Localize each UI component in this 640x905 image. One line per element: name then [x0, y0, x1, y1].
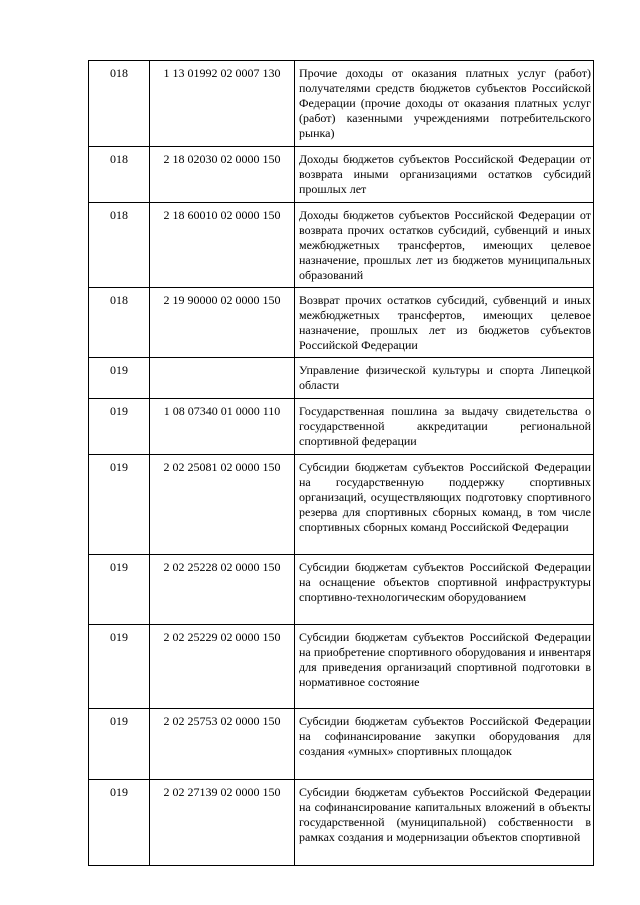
revenue-name-cell: Субсидии бюджетам субъектов Российской Федерации на софинансирование закупки оборудования для создания «умных» спортивных площадок	[295, 709, 594, 780]
admin-code-cell: 018	[89, 288, 150, 358]
revenue-name-cell: Прочие доходы от оказания платных услуг (работ) получателями средств бюджетов субъектов Российской Федерации (прочие доходы от оказания платных услуг (работ) казенными учреждениями потребительского рынка)	[295, 61, 594, 147]
revenue-name-cell: Возврат прочих остатков субсидий, субвенций и иных межбюджетных трансфертов, имеющих целевое назначение, прошлых лет из бюджетов субъектов Российской Федерации	[295, 288, 594, 358]
table-row	[89, 780, 594, 866]
table-row	[89, 625, 594, 709]
table-row	[89, 709, 594, 780]
budget-code-cell	[150, 358, 295, 399]
admin-code-cell: 018	[89, 203, 150, 288]
revenue-name-cell: Субсидии бюджетам субъектов Российской Федерации на оснащение объектов спортивной инфраструктуры спортивно-технологическим оборудованием	[295, 555, 594, 625]
table-row	[89, 358, 594, 399]
admin-code-cell: 018	[89, 61, 150, 147]
table-row	[89, 61, 594, 147]
revenue-name-cell: Доходы бюджетов субъектов Российской Федерации от возврата иными организациями остатков субсидий прошлых лет	[295, 147, 594, 203]
budget-code-cell: 2 02 25081 02 0000 150	[150, 455, 295, 555]
admin-code-cell: 019	[89, 780, 150, 866]
budget-code-cell: 1 08 07340 01 0000 110	[150, 399, 295, 455]
table-row	[89, 147, 594, 203]
revenue-name-cell: Субсидии бюджетам субъектов Российской Федерации на приобретение спортивного оборудования и инвентаря для приведения организаций спортивной подготовки в нормативное состояние	[295, 625, 594, 709]
budget-code-cell: 2 18 02030 02 0000 150	[150, 147, 295, 203]
budget-code-cell: 2 02 25228 02 0000 150	[150, 555, 295, 625]
budget-code-cell: 2 02 27139 02 0000 150	[150, 780, 295, 866]
table-row	[89, 555, 594, 625]
document-page	[88, 60, 591, 866]
budget-code-cell: 2 19 90000 02 0000 150	[150, 288, 295, 358]
budget-code-cell: 2 02 25753 02 0000 150	[150, 709, 295, 780]
table-row	[89, 399, 594, 455]
revenue-name-cell: Управление физической культуры и спорта Липецкой области	[295, 358, 594, 399]
budget-code-cell: 1 13 01992 02 0007 130	[150, 61, 295, 147]
admin-code-cell: 019	[89, 399, 150, 455]
revenue-codes-table	[88, 60, 594, 866]
admin-code-cell: 019	[89, 555, 150, 625]
admin-code-cell: 019	[89, 625, 150, 709]
revenue-name-cell: Государственная пошлина за выдачу свидетельства о государственной аккредитации региональной спортивной федерации	[295, 399, 594, 455]
admin-code-cell: 019	[89, 455, 150, 555]
table-row	[89, 288, 594, 358]
revenue-name-cell: Субсидии бюджетам субъектов Российской Федерации на софинансирование капитальных вложений в объекты государственной (муниципальной) собственности в рамках создания и модернизации объектов спортивной	[295, 780, 594, 866]
budget-code-cell: 2 18 60010 02 0000 150	[150, 203, 295, 288]
revenue-name-cell: Субсидии бюджетам субъектов Российской Федерации на государственную поддержку спортивных организаций, осуществляющих подготовку спортивного резерва для спортивных сборных команд, в том числе спортивных сборных команд Российской Федерации	[295, 455, 594, 555]
table-row	[89, 203, 594, 288]
admin-code-cell: 018	[89, 147, 150, 203]
table-row	[89, 455, 594, 555]
admin-code-cell: 019	[89, 709, 150, 780]
revenue-name-cell: Доходы бюджетов субъектов Российской Федерации от возврата прочих остатков субсидий, субвенций и иных межбюджетных трансфертов, имеющих целевое назначение, прошлых лет из бюджетов муниципальных образований	[295, 203, 594, 288]
admin-code-cell: 019	[89, 358, 150, 399]
budget-code-cell: 2 02 25229 02 0000 150	[150, 625, 295, 709]
